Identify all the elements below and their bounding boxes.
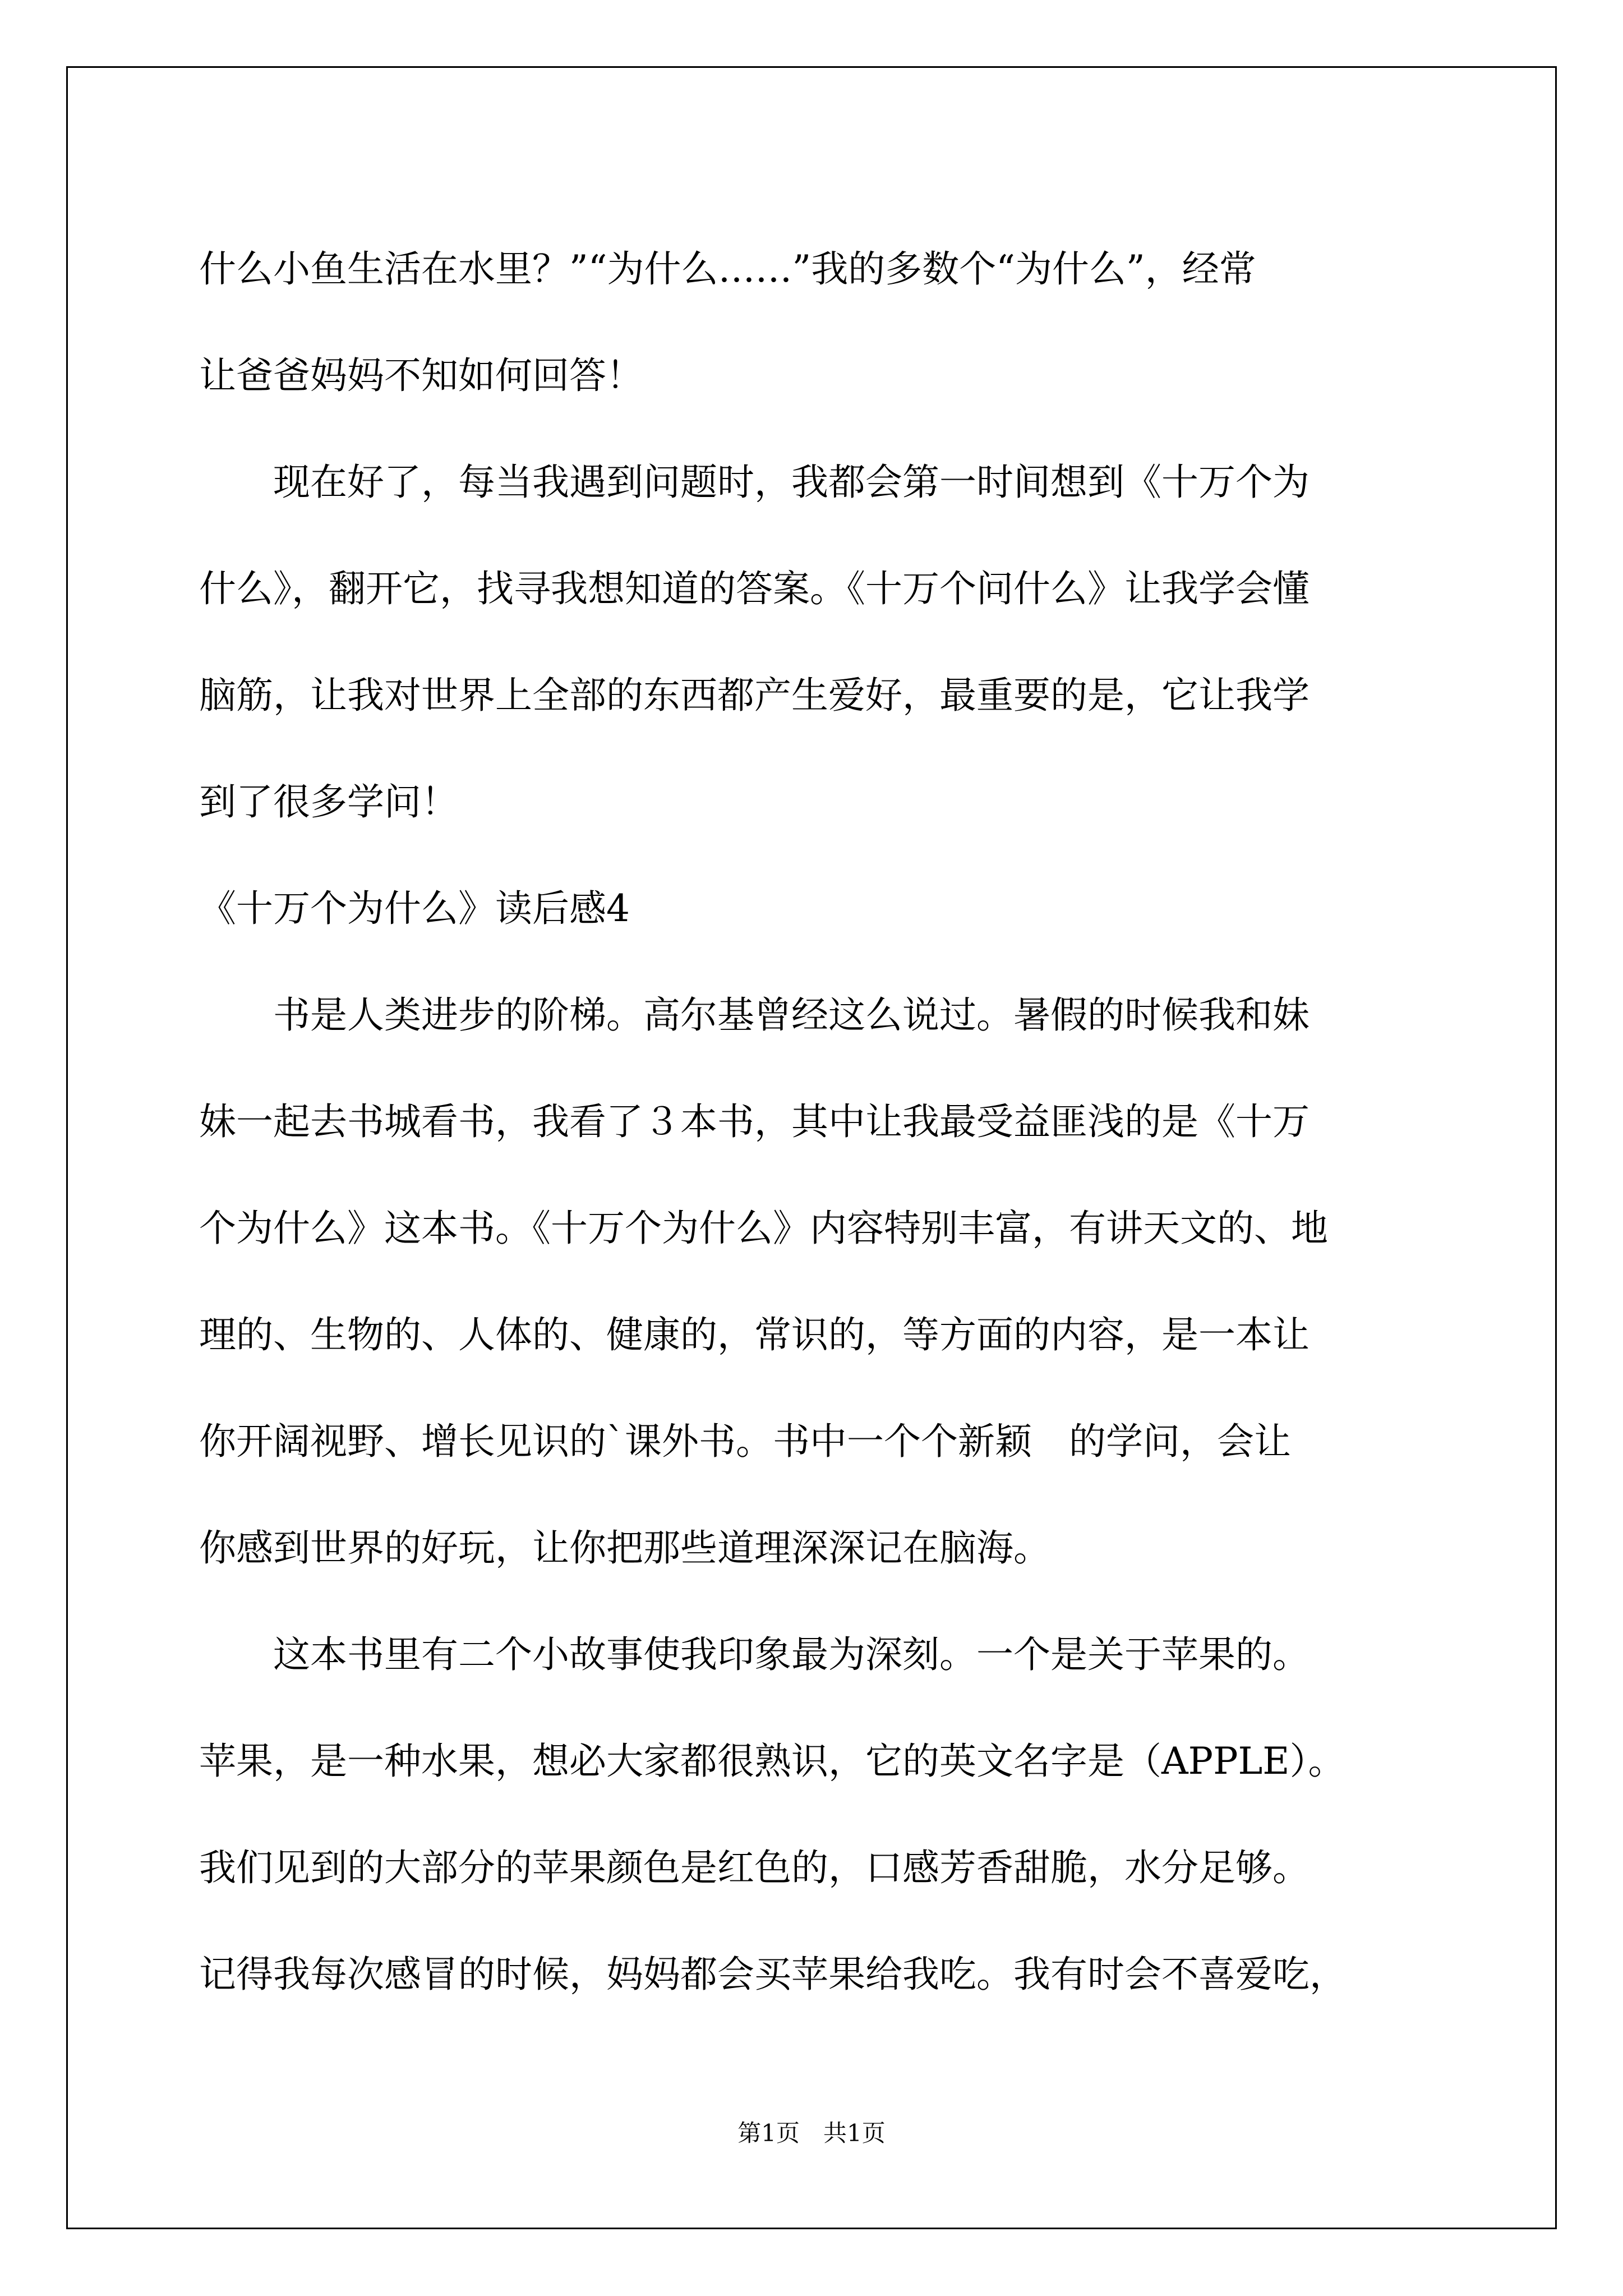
paragraph-now-good <box>199 429 1438 855</box>
document-body <box>199 216 1438 2028</box>
text-line: 什么小鱼生活在水里？”“为什么……”我的多数个“为什么”，经常 <box>199 247 1256 291</box>
text-line: 现在好了，每当我遇到问题时，我都会第一时间想到《十万个为 <box>273 461 1310 504</box>
text-line: 书是人类进步的阶梯。高尔基曾经这么说过。暑假的时候我和妹 <box>273 993 1310 1037</box>
text-line: 让爸爸妈妈不知如何回答！ <box>199 354 643 397</box>
text-line: 苹果，是一种水果，想必大家都很熟识，它的英文名字是（APPLE）。 <box>199 1740 1345 1783</box>
text-line: 妹一起去书城看书，我看了３本书，其中让我最受益匪浅的是《十万 <box>199 1100 1310 1143</box>
text-line: 什么》，翻开它，找寻我想知道的答案。《十万个问什么》让我学会懂 <box>199 567 1310 610</box>
text-line: 脑筋，让我对世界上全部的东西都产生爱好，最重要的是，它让我学 <box>199 674 1310 717</box>
text-line: 我们见到的大部分的苹果颜色是红色的，口感芳香甜脆，水分足够。 <box>199 1846 1310 1889</box>
text-line: 到了很多学问！ <box>199 780 458 823</box>
text-line: 你感到世界的好玩，让你把那些道理深深记在脑海。 <box>199 1526 1050 1570</box>
paragraph-apple <box>199 1602 1438 2028</box>
page-footer: 第1页 共1页 <box>737 2119 886 2147</box>
text-line: 这本书里有二个小故事使我印象最为深刻。一个是关于苹果的。 <box>273 1633 1310 1676</box>
section-heading: 《十万个为什么》读后感4 <box>199 887 630 930</box>
text-line: 你开阔视野、增长见识的`课外书。书中一个个新颖 的学问，会让 <box>199 1420 1291 1463</box>
text-line: 理的、生物的、人体的、健康的，常识的，等方面的内容，是一本让 <box>199 1313 1310 1356</box>
text-line: 个为什么》这本书。《十万个为什么》内容特别丰富，有讲天文的、地 <box>199 1207 1328 1250</box>
text-line: 记得我每次感冒的时候，妈妈都会买苹果给我吃。我有时会不喜爱吃， <box>199 1953 1347 1996</box>
paragraph-continued <box>199 216 1438 429</box>
paragraph-books <box>199 962 1438 1602</box>
